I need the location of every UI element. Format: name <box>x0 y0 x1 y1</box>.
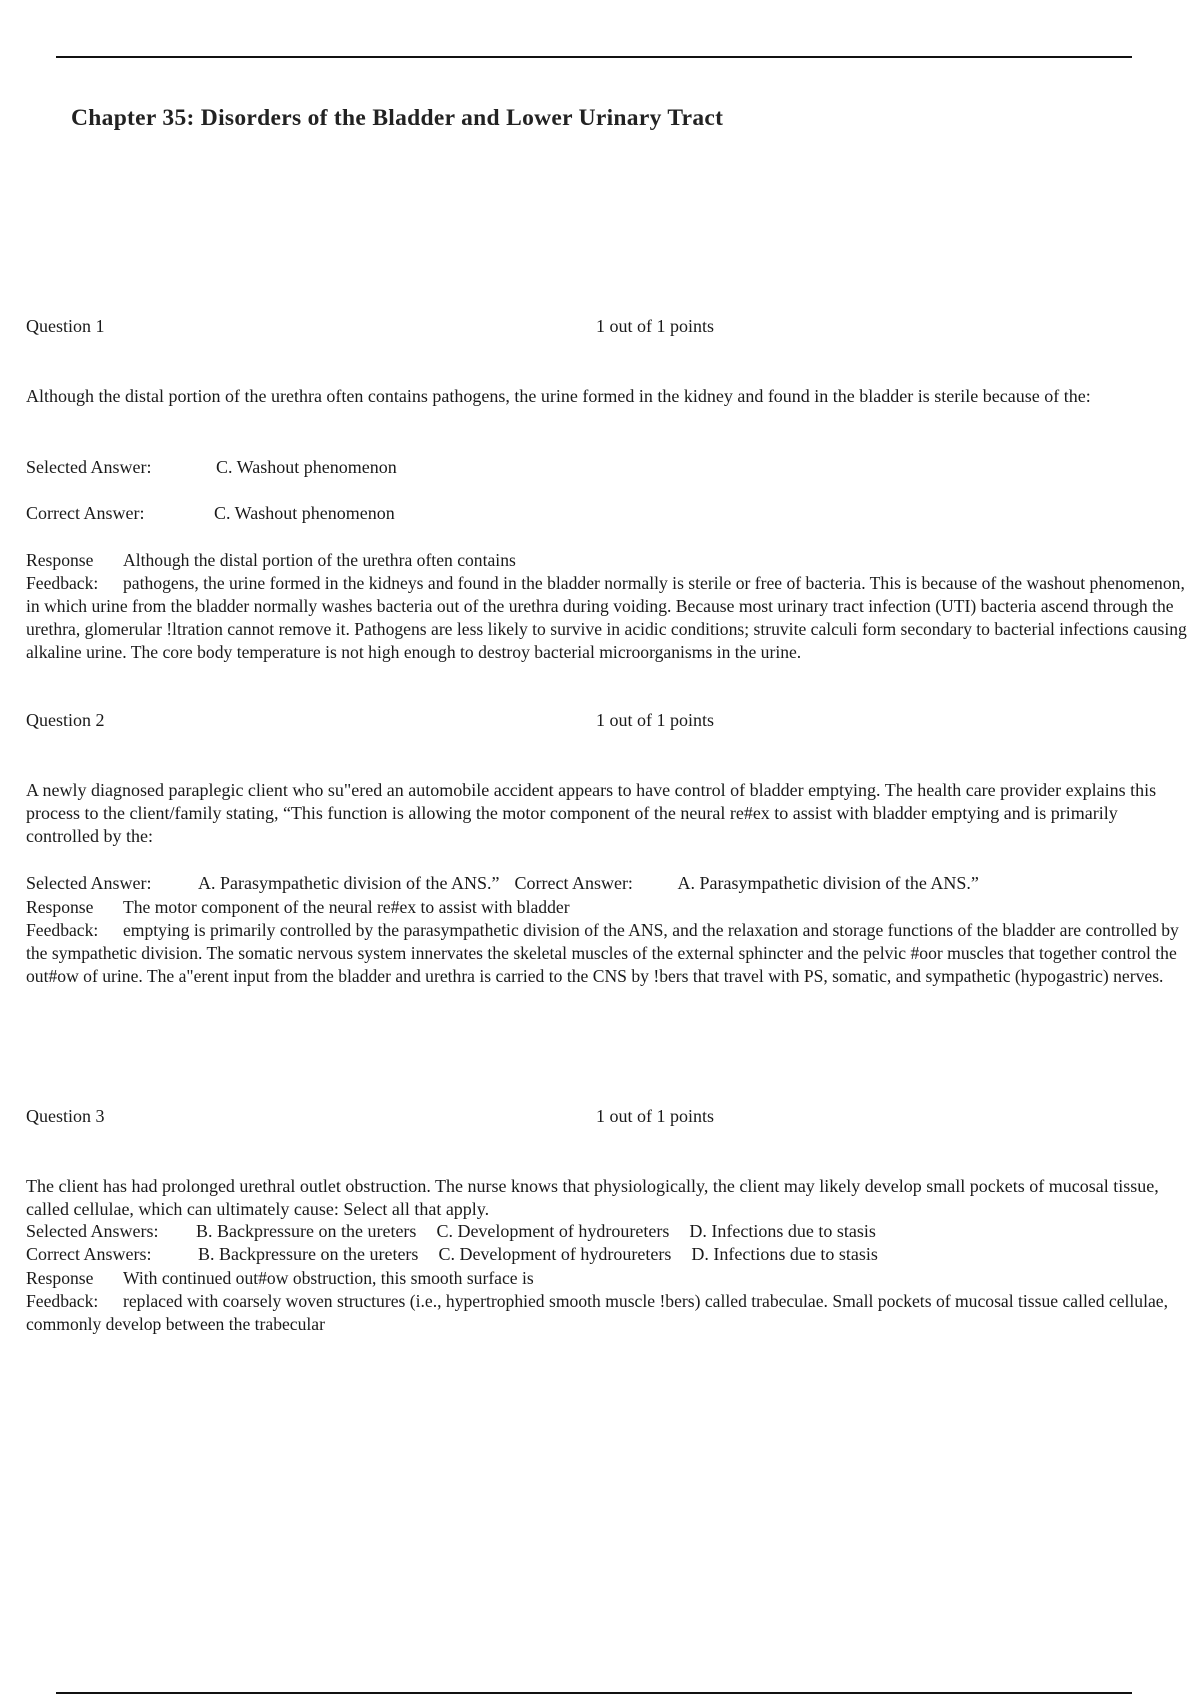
question-3-text: The client has had prolonged urethral outlet obstruction. The nurse knows that physiologically, the client may likely develop small pockets of mucosal tissue, called cellulae, which can ultimately cause: Select all that apply. <box>26 1176 1159 1219</box>
question-3-selected-answers <box>26 1221 876 1242</box>
question-2-answers <box>26 873 979 894</box>
question-1-score: 1 out of 1 points <box>596 316 715 336</box>
question-3-label: Question 3 <box>26 1106 105 1126</box>
bottom-divider <box>56 1692 1132 1694</box>
selected-answer-c: C. Development of hydroureters <box>436 1221 670 1241</box>
selected-answer-value: C. Washout phenomenon <box>216 457 397 477</box>
question-1-correct-answer <box>26 503 395 524</box>
response-label: Response <box>26 1268 94 1288</box>
feedback-label: Feedback: <box>26 920 99 940</box>
question-3-header <box>26 1106 1186 1130</box>
correct-answer-value: C. Washout phenomenon <box>214 503 395 523</box>
response-first-line: Although the distal portion of the urethra often contains <box>123 550 516 570</box>
question-2-text: A newly diagnosed paraplegic client who su"ered an automobile accident appears to have control of bladder emptying. The health care provider explains this process to the client/family stating, “This function is allowing the motor component of the neural re#ex to assist with bladder emptying and is primarily controlled by the: <box>26 780 1157 846</box>
correct-answer-label: Correct Answer: <box>26 503 145 523</box>
question-1-text: Although the distal portion of the urethra often contains pathogens, the urine formed in the kidney and found in the bladder is sterile because of the: <box>26 386 1091 406</box>
question-2-score: 1 out of 1 points <box>596 710 715 730</box>
page-title: Chapter 35: Disorders of the Bladder and Lower Urinary Tract <box>71 105 724 131</box>
correct-answer-b: B. Backpressure on the ureters <box>198 1244 419 1264</box>
selected-answer-b: B. Backpressure on the ureters <box>196 1221 417 1241</box>
response-first-line: The motor component of the neural re#ex to assist with bladder <box>123 897 570 917</box>
question-2-response-feedback <box>26 896 1192 988</box>
correct-answer-d: D. Infections due to stasis <box>691 1244 878 1264</box>
feedback-text: pathogens, the urine formed in the kidneys and found in the bladder normally is sterile or free of bacteria. This is because of the washout phenomenon, in which urine from the bladder normally washes bacteria out of the urethra during voiding. Because most urinary tract infection (UTI) bacteria ascend through the urethra, glomerular !ltration cannot remove it. Pathogens are less likely to survive in acidic conditions; struvite calculi form secondary to bacterial infections causing alkaline urine. The core body temperature is not high enough to destroy bacterial microorganisms in the urine. <box>26 573 1187 662</box>
selected-answer-label: Selected Answer: <box>26 873 152 893</box>
feedback-text: emptying is primarily controlled by the parasympathetic division of the ANS, and the relaxation and storage functions of the bladder are controlled by the sympathetic division. The somatic nervous system innervates the skeletal muscles of the external sphincter and the pelvic #oor muscles that together control the out#ow of urine. The a"erent input from the bladder and urethra is carried to the CNS by !bers that travel with PS, somatic, and sympathetic (hypogastric) nerves. <box>26 920 1179 986</box>
question-3-score: 1 out of 1 points <box>596 1106 715 1126</box>
question-3-text-block <box>26 1175 1192 1221</box>
feedback-label: Feedback: <box>26 1291 99 1311</box>
question-1-header <box>26 316 1186 340</box>
question-1-response-feedback <box>26 549 1192 664</box>
feedback-text: replaced with coarsely woven structures (i.e., hypertrophied smooth muscle !bers) called trabeculae. Small pockets of mucosal tissue called cellulae, commonly develop between the trabecular <box>26 1291 1168 1334</box>
question-1-text-block <box>26 385 1192 408</box>
response-label: Response <box>26 550 94 570</box>
selected-answer-label: Selected Answer: <box>26 457 152 477</box>
response-label: Response <box>26 897 94 917</box>
question-1-selected-answer <box>26 457 397 478</box>
question-2-text-block <box>26 779 1192 848</box>
top-divider <box>56 56 1132 58</box>
selected-answer-d: D. Infections due to stasis <box>689 1221 876 1241</box>
selected-answer-value: A. Parasympathetic division of the ANS.” <box>198 873 500 893</box>
correct-answer-c: C. Development of hydroureters <box>438 1244 672 1264</box>
question-1-label: Question 1 <box>26 316 105 336</box>
correct-answers-label: Correct Answers: <box>26 1244 152 1264</box>
question-2-header <box>26 710 1186 734</box>
correct-answer-value: A. Parasympathetic division of the ANS.” <box>677 873 979 893</box>
selected-answers-label: Selected Answers: <box>26 1221 159 1241</box>
feedback-label: Feedback: <box>26 573 99 593</box>
correct-answer-label: Correct Answer: <box>514 873 633 893</box>
question-2-label: Question 2 <box>26 710 105 730</box>
question-3-correct-answers <box>26 1244 878 1265</box>
question-3-response-feedback <box>26 1267 1192 1336</box>
response-first-line: With continued out#ow obstruction, this smooth surface is <box>123 1268 534 1288</box>
